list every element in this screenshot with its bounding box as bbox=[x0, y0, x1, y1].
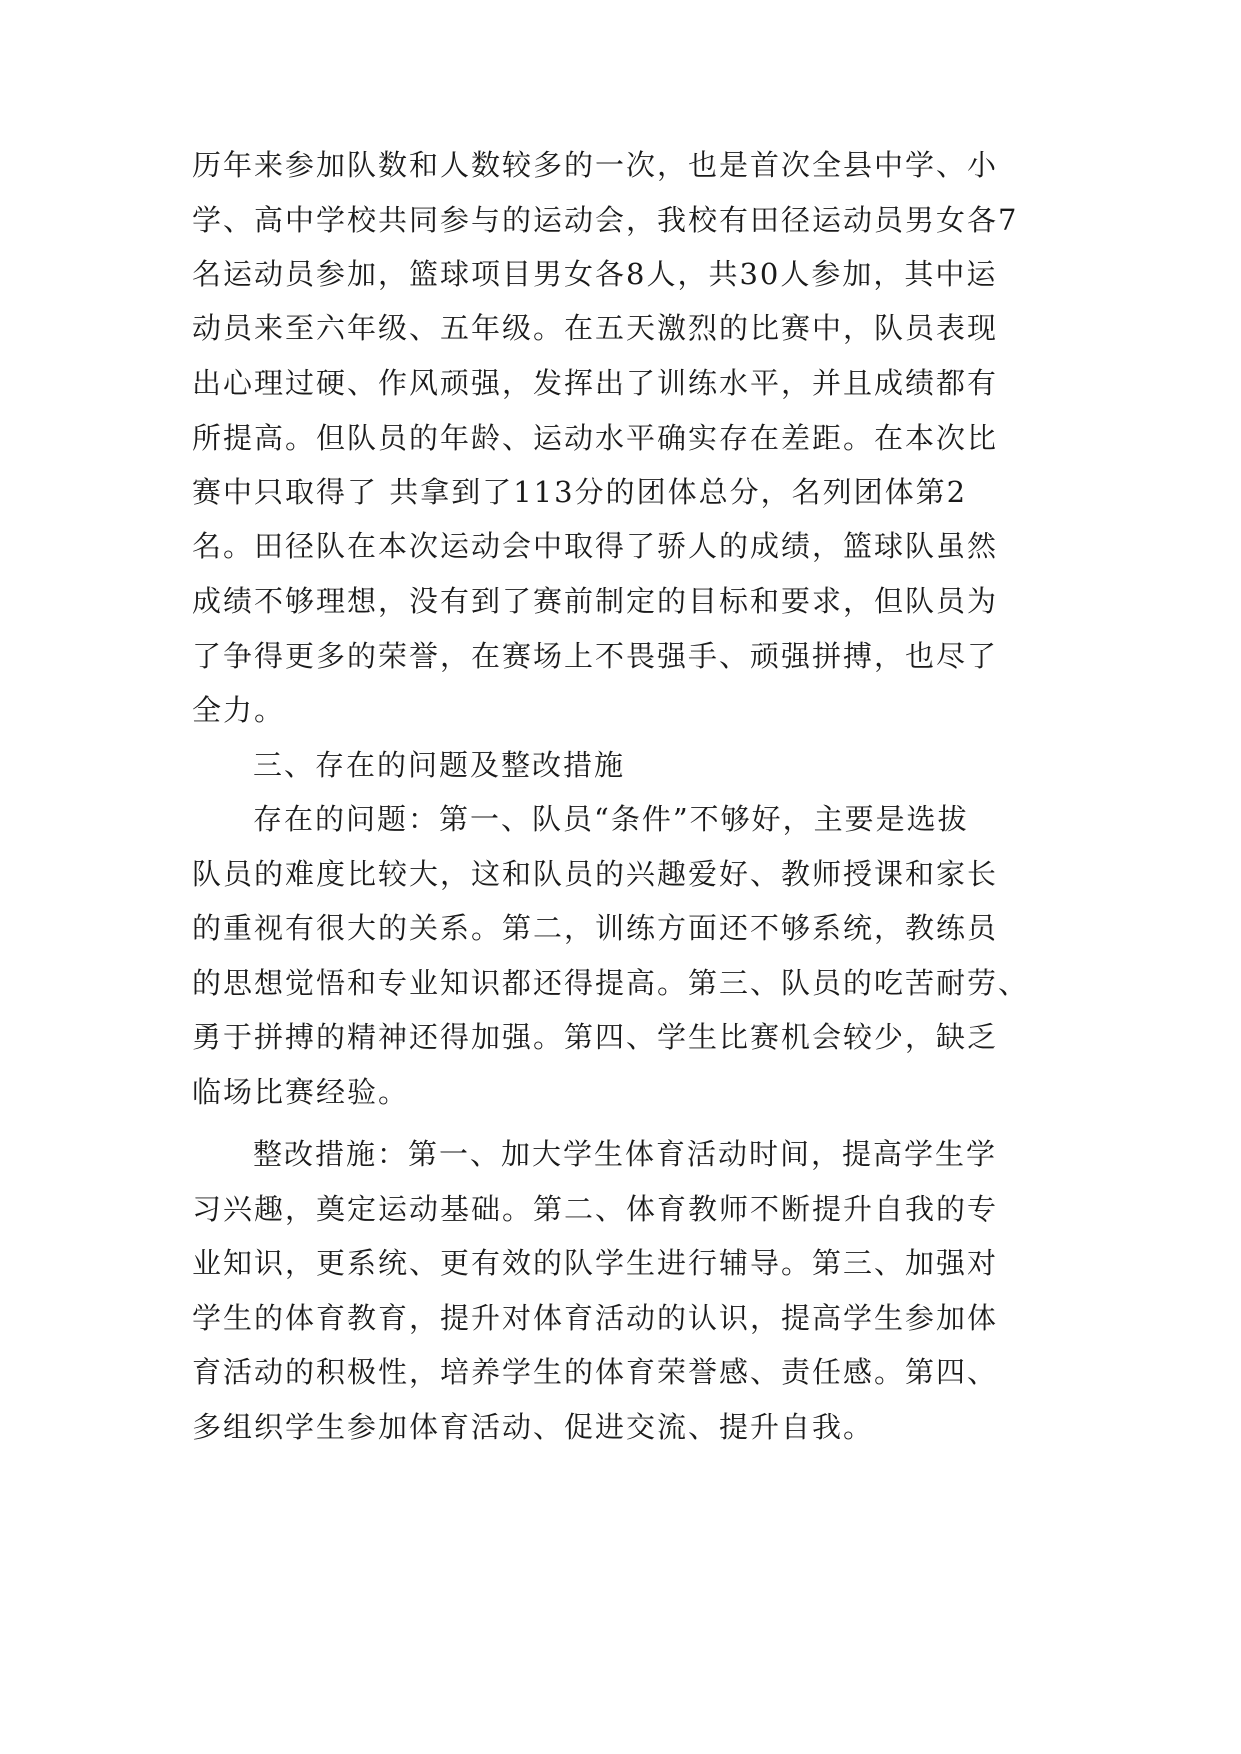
paragraph-1-line-3: 名运动员参加，篮球项目男女各8人，共30人参加，其中运 bbox=[192, 257, 998, 291]
paragraph-1-line-5: 出心理过硬、作风顽强，发挥出了训练水平，并且成绩都有 bbox=[192, 366, 999, 400]
problems-line-3: 的重视有很大的关系。第二，训练方面还不够系统，教练员 bbox=[192, 911, 999, 945]
paragraph-1-line-6: 所提高。但队员的年龄、运动水平确实存在差距。在本次比 bbox=[192, 421, 999, 455]
problems-line-4: 的思想觉悟和专业知识都还得提高。第三、队员的吃苦耐劳、 bbox=[192, 966, 1030, 1000]
paragraph-1-line-11: 全力。 bbox=[192, 693, 286, 727]
problems-line-2: 队员的难度比较大，这和队员的兴趣爱好、教师授课和家长 bbox=[192, 857, 999, 891]
paragraph-1-line-1: 历年来参加队数和人数较多的一次，也是首次全县中学、小 bbox=[192, 148, 999, 182]
paragraph-1-line-4: 动员来至六年级、五年级。在五天激烈的比赛中，队员表现 bbox=[192, 311, 999, 345]
paragraph-1-line-7: 赛中只取得了 共拿到了113分的团体总分，名列团体第2 bbox=[192, 475, 968, 509]
problems-line-6: 临场比赛经验。 bbox=[192, 1075, 410, 1109]
paragraph-1-line-10: 了争得更多的荣誉，在赛场上不畏强手、顽强拼搏，也尽了 bbox=[192, 639, 999, 673]
problems-line-5: 勇于拼搏的精神还得加强。第四、学生比赛机会较少，缺乏 bbox=[192, 1020, 999, 1054]
section-heading: 三、存在的问题及整改措施 bbox=[253, 748, 626, 782]
paragraph-1-line-9: 成绩不够理想，没有到了赛前制定的目标和要求，但队员为 bbox=[192, 584, 999, 618]
paragraph-1-line-2: 学、高中学校共同参与的运动会，我校有田径运动员男女各7 bbox=[192, 203, 1019, 237]
problems-line-1: 存在的问题：第一、队员“条件”不够好，主要是选拔 bbox=[253, 802, 969, 836]
measures-line-5: 育活动的积极性，培养学生的体育荣誉感、责任感。第四、 bbox=[192, 1355, 999, 1389]
measures-line-2: 习兴趣，奠定运动基础。第二、体育教师不断提升自我的专 bbox=[192, 1192, 999, 1226]
measures-line-3: 业知识，更系统、更有效的队学生进行辅导。第三、加强对 bbox=[192, 1246, 999, 1280]
measures-line-6: 多组织学生参加体育活动、促进交流、提升自我。 bbox=[192, 1410, 875, 1444]
measures-line-4: 学生的体育教育，提升对体育活动的认识，提高学生参加体 bbox=[192, 1301, 999, 1335]
paragraph-1-line-8: 名。田径队在本次运动会中取得了骄人的成绩，篮球队虽然 bbox=[192, 529, 999, 563]
measures-line-1: 整改措施：第一、加大学生体育活动时间，提高学生学 bbox=[253, 1137, 998, 1171]
